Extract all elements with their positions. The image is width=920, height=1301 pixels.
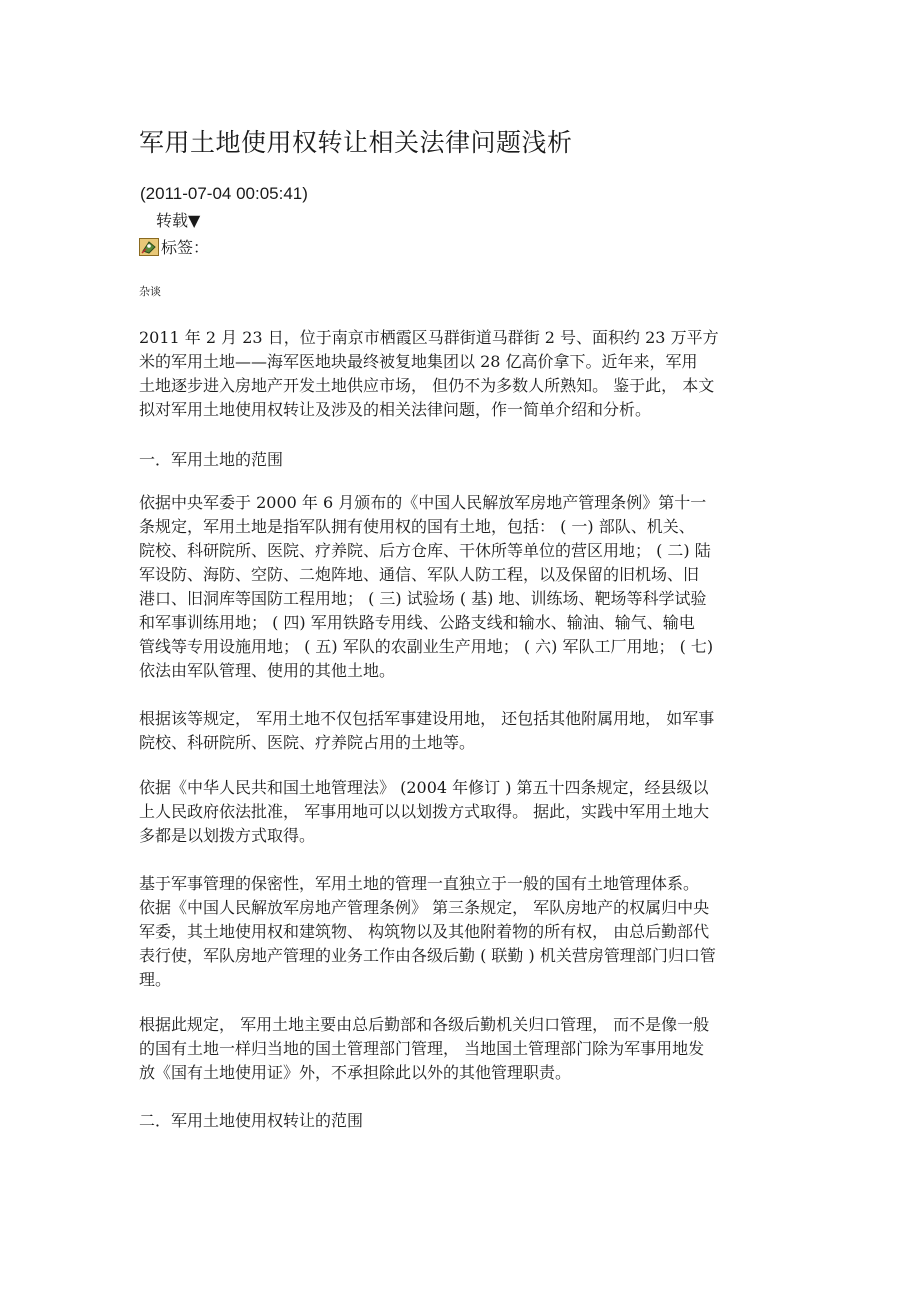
text-line: 军设防、海防、空防、二炮阵地、通信、军队人防工程，以及保留的旧机场、旧: [139, 565, 700, 584]
text-line: 的国有土地一样归当地的国土管理部门管理， 当地国土管理部门除为军事用地发: [139, 1039, 705, 1058]
text-line: 拟对军用土地使用权转让及涉及的相关法律问题，作一简单介绍和分析。: [139, 400, 652, 419]
tags-row: [139, 235, 209, 258]
text-line: 土地逐步进入房地产开发土地供应市场， 但仍不为多数人所熟知。 鉴于此， 本文: [139, 376, 715, 395]
text-line: 院校、科研院所、医院、疗养院、后方仓库、干休所等单位的营区用地； ( 二) 陆: [139, 541, 711, 560]
text-line: 依据中央军委于 2000 年 6 月颁布的《中国人民解放军房地产管理条例》第十一: [139, 493, 707, 512]
repost-button[interactable]: 转载▼: [156, 211, 201, 230]
paragraph-1: [139, 326, 784, 422]
paragraph-5: [139, 872, 784, 992]
text-line: 和军事训练用地； ( 四) 军用铁路专用线、公路支线和输水、输油、输气、输电: [139, 613, 695, 632]
text-line: 上人民政府依法批准， 军事用地可以以划拨方式取得。 据此，实践中军用土地大: [139, 802, 710, 821]
text-line: 管线等专用设施用地； ( 五) 军队的农副业生产用地； ( 六) 军队工厂用地； ( 七): [139, 637, 714, 656]
tag-icon: [139, 238, 159, 256]
text-line: 根据此规定， 军用土地主要由总后勤部和各级后勤机关归口管理， 而不是像一般: [139, 1015, 710, 1034]
text-line: 米的军用土地——海军医地块最终被复地集团以 28 亿高价拿下。近年来，军用: [139, 352, 698, 371]
section-heading-2: 二．军用土地使用权转让的范围: [139, 1111, 364, 1130]
text-line: 多都是以划拨方式取得。: [139, 826, 316, 845]
tag-link[interactable]: 杂谈: [139, 285, 161, 298]
paragraph-2: [139, 491, 784, 683]
text-line: 条规定，军用土地是指军队拥有使用权的国有土地，包括： ( 一) 部队、机关、: [139, 517, 695, 536]
text-line: 院校、科研院所、医院、疗养院占用的土地等。: [139, 733, 476, 752]
text-line: 港口、旧洞库等国防工程用地； ( 三) 试验场 ( 基) 地、训练场、靶场等科学试验: [139, 589, 707, 608]
text-line: 根据该等规定， 军用土地不仅包括军事建设用地， 还包括其他附属用地， 如军事: [139, 709, 715, 728]
text-line: 表行使，军队房地产管理的业务工作由各级后勤 ( 联勤 ) 机关营房管理部门归口管: [139, 946, 716, 965]
text-line: 2011 年 2 月 23 日，位于南京市栖霞区马群街道马群街 2 号、面积约 23 万平方: [139, 328, 719, 347]
text-line: 理。: [139, 970, 172, 989]
text-line: 依据《中华人民共和国土地管理法》 (2004 年修订 ) 第五十四条规定，经县级以: [139, 778, 709, 797]
text-line: 依据《中国人民解放军房地产管理条例》 第三条规定， 军队房地产的权属归中央: [139, 898, 710, 917]
text-line: 基于军事管理的保密性，军用土地的管理一直独立于一般的国有土地管理体系。: [139, 874, 700, 893]
section-heading-1: 一．军用土地的范围: [139, 450, 284, 469]
paragraph-6: [139, 1013, 784, 1085]
paragraph-4: [139, 776, 784, 848]
text-line: 军委，其土地使用权和建筑物、 构筑物以及其他附着物的所有权， 由总后勤部代: [139, 922, 710, 941]
paragraph-3: [139, 707, 784, 755]
text-line: 放《国有土地使用证》外，不承担除此以外的其他管理职责。: [139, 1063, 572, 1082]
post-date: (2011-07-04 00:05:41): [140, 184, 308, 203]
tags-label: 标签：: [161, 238, 210, 257]
text-line: 依法由军队管理、使用的其他土地。: [139, 661, 396, 680]
article-title: 军用土地使用权转让相关法律问题浅析: [139, 128, 573, 157]
